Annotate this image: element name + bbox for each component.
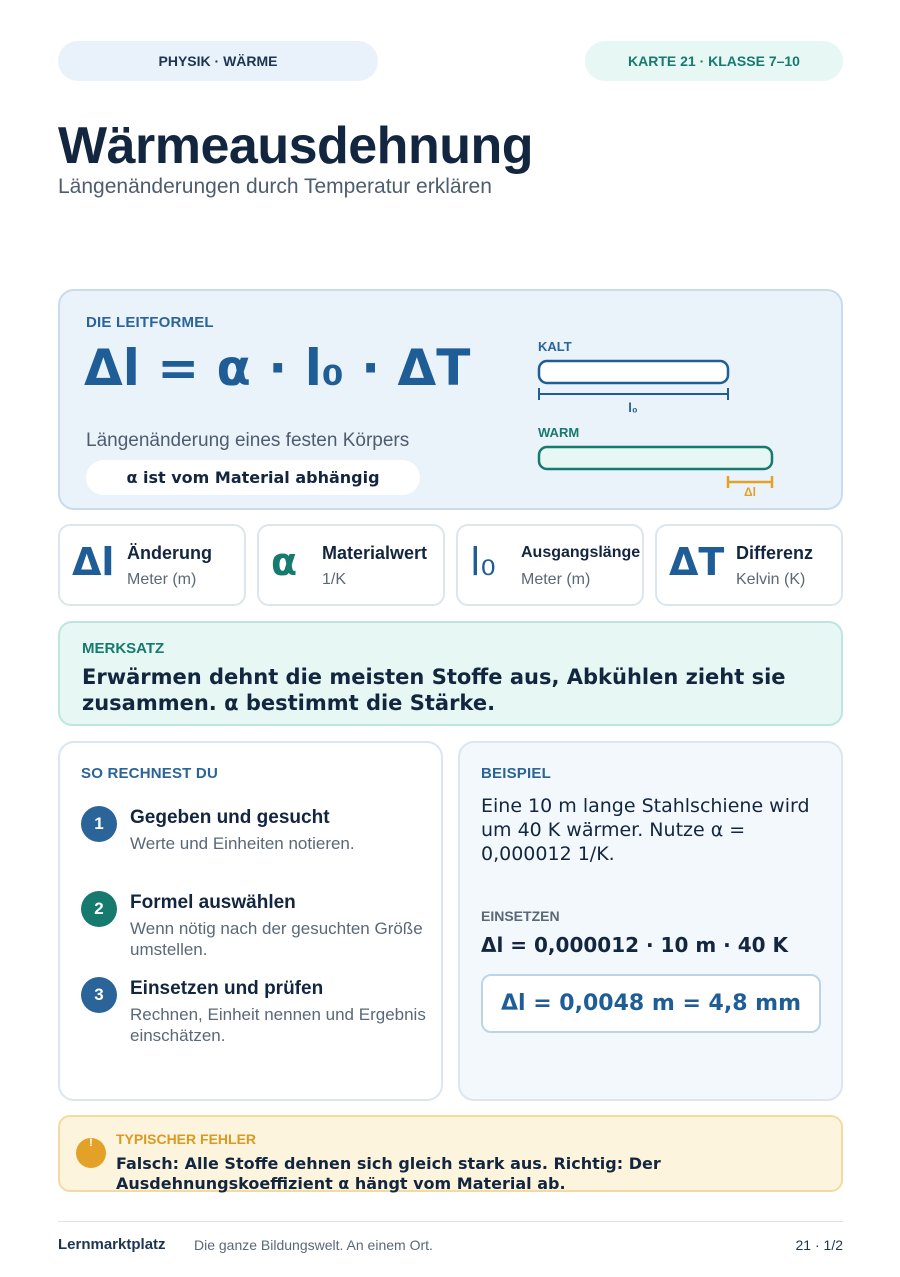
- example-calculation: Δl = 0,000012 · 10 m · 40 K: [481, 933, 789, 957]
- step-title: Einsetzen und prüfen: [130, 978, 324, 999]
- variable-card-delta-t: [655, 524, 843, 606]
- main-formula: Δl = α · l₀ · ΔT: [84, 339, 471, 397]
- step-description: Wenn nötig nach der gesuchten Größe umstellen.: [130, 919, 423, 959]
- step-title: Gegeben und gesucht: [130, 807, 330, 828]
- variable-name: Ausgangslänge: [521, 544, 641, 561]
- warm-rod: [539, 447, 772, 469]
- footer-brand: Lernmarktplatz: [58, 1236, 166, 1253]
- variable-symbol: α: [271, 540, 298, 584]
- page-number: 21 · 1/2: [795, 1237, 843, 1253]
- variable-symbol: l₀: [470, 540, 496, 584]
- step-description: Werte und Einheiten notieren.: [130, 834, 355, 853]
- steps-label: SO RECHNEST DU: [81, 765, 218, 782]
- steps-card: [58, 741, 443, 1101]
- variable-card-delta-l: [58, 524, 246, 606]
- cold-label: KALT: [538, 339, 572, 354]
- common-error-card: [58, 1115, 843, 1192]
- warm-label: WARM: [538, 425, 580, 440]
- variable-unit: Kelvin (K): [736, 571, 806, 588]
- variable-name: Materialwert: [322, 543, 428, 563]
- subject-badge: [58, 41, 378, 81]
- variable-unit: Meter (m): [127, 571, 197, 588]
- merksatz-label: MERKSATZ: [82, 640, 165, 657]
- variable-name: Differenz: [736, 543, 814, 563]
- page-title: Wärmeausdehnung: [58, 117, 533, 175]
- variable-name: Änderung: [127, 543, 212, 563]
- exclamation-icon: !: [76, 1138, 106, 1168]
- merksatz-text: Erwärmen dehnt die meisten Stoffe aus, Abkühlen zieht sie zusammen. α bestimmt die Stärke.: [82, 665, 786, 715]
- variable-symbol: Δl: [72, 540, 115, 584]
- example-label: BEISPIEL: [481, 765, 551, 782]
- variable-unit: 1/K: [322, 571, 347, 588]
- step-title: Formel auswählen: [130, 892, 296, 913]
- formula-note: α ist vom Material abhängig: [86, 460, 420, 495]
- insert-label: EINSETZEN: [481, 908, 560, 924]
- example-text: Eine 10 m lange Stahlschiene wird um 40 K wärmer. Nutze α = 0,000012 1/K.: [481, 795, 810, 865]
- cold-rod: [539, 361, 728, 383]
- variable-card-alpha: [257, 524, 445, 606]
- subject-label: PHYSIK · WÄRME: [158, 53, 278, 69]
- formula-label: DIE LEITFORMEL: [86, 314, 214, 331]
- merksatz-card: [58, 621, 843, 726]
- footer-divider: [58, 1221, 843, 1222]
- example-result: Δl = 0,0048 m = 4,8 mm: [481, 974, 821, 1033]
- step-description: Rechnen, Einheit nennen und Ergebnis einschätzen.: [130, 1005, 426, 1045]
- variable-card-l0: [456, 524, 644, 606]
- footer-tagline: Die ganze Bildungswelt. An einem Ort.: [194, 1237, 433, 1253]
- formula-description: Längenänderung eines festen Körpers: [86, 430, 410, 451]
- cold-length-label: l₀: [628, 400, 638, 415]
- step-number-badge: 3: [81, 977, 117, 1013]
- formula-card: [58, 289, 843, 510]
- error-label: TYPISCHER FEHLER: [116, 1131, 257, 1147]
- variable-unit: Meter (m): [521, 571, 591, 588]
- expansion-diagram: [520, 331, 850, 501]
- step-number-badge: 2: [81, 891, 117, 927]
- step-number-badge: 1: [81, 806, 117, 842]
- page-subtitle: Längenänderungen durch Temperatur erklären: [58, 175, 492, 198]
- card-label: KARTE 21 · KLASSE 7–10: [628, 53, 800, 69]
- variable-symbol: ΔT: [669, 540, 725, 584]
- example-card: [458, 741, 843, 1101]
- delta-label: Δl: [744, 485, 756, 499]
- error-text: Falsch: Alle Stoffe dehnen sich gleich stark aus. Richtig: Der Ausdehnungskoeffizient α hängt vom Material ab.: [116, 1154, 661, 1193]
- card-badge: [585, 41, 843, 81]
